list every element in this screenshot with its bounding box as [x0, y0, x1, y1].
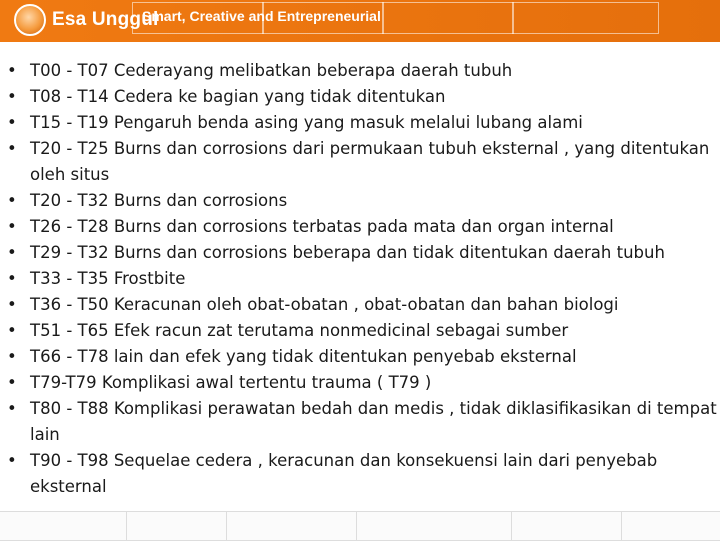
- list-item-text: T36 - T50 Keracunan oleh obat-obatan , obat-obatan dan bahan biologi: [30, 295, 619, 314]
- list-item-text: T79-T79 Komplikasi awal tertentu trauma ( T79 ): [30, 373, 432, 392]
- list-item: [0, 136, 720, 188]
- list-item-text: T90 - T98 Sequelae cedera , keracunan dan konsekuensi lain dari penyebab eksternal: [30, 451, 658, 496]
- header-frame: [382, 2, 514, 34]
- list-item: [0, 396, 720, 448]
- logo-emblem-icon: [14, 4, 46, 36]
- bullet-icon: •: [7, 139, 17, 158]
- logo: [14, 4, 159, 36]
- list-item: [0, 188, 720, 214]
- list-item-text: T00 - T07 Cederayang melibatkan beberapa daerah tubuh: [30, 61, 513, 80]
- header-bar: [0, 0, 720, 42]
- list-item: [0, 344, 720, 370]
- footer-frame: [126, 511, 228, 541]
- bullet-icon: •: [7, 269, 17, 288]
- footer-frame: [511, 511, 623, 541]
- list-item: [0, 214, 720, 240]
- list-item-text: T20 - T25 Burns dan corrosions dari permukaan tubuh eksternal , yang ditentukan oleh situs: [30, 139, 710, 184]
- list-item-text: T66 - T78 lain dan efek yang tidak ditentukan penyebab eksternal: [30, 347, 577, 366]
- bullet-icon: •: [7, 295, 17, 314]
- bullet-icon: •: [7, 113, 17, 132]
- header-frame: [512, 2, 659, 34]
- footer-frame: [621, 511, 720, 541]
- list-item: [0, 318, 720, 344]
- bullet-icon: •: [7, 191, 17, 210]
- bullet-icon: •: [7, 451, 17, 470]
- list-item-text: T33 - T35 Frostbite: [30, 269, 186, 288]
- list-item-text: T20 - T32 Burns dan corrosions: [30, 191, 288, 210]
- list-item: [0, 58, 720, 84]
- list-item: [0, 84, 720, 110]
- list-item-text: T26 - T28 Burns dan corrosions terbatas pada mata dan organ internal: [30, 217, 614, 236]
- list-item-text: T15 - T19 Pengaruh benda asing yang masuk melalui lubang alami: [30, 113, 583, 132]
- list-item: [0, 110, 720, 136]
- footer-frame: [0, 511, 128, 541]
- list-item-text: T08 - T14 Cedera ke bagian yang tidak ditentukan: [30, 87, 446, 106]
- list-item: [0, 292, 720, 318]
- footer-frame: [226, 511, 358, 541]
- bullet-icon: •: [7, 87, 17, 106]
- bullet-icon: •: [7, 243, 17, 262]
- slide-content: [0, 58, 720, 500]
- list-item-text: T80 - T88 Komplikasi perawatan bedah dan medis , tidak diklasifikasikan di tempat lain: [30, 399, 717, 444]
- bullet-icon: •: [7, 321, 17, 340]
- bullet-icon: •: [7, 399, 17, 418]
- footer-decoration: [0, 505, 720, 540]
- bullet-icon: •: [7, 217, 17, 236]
- footer-frame: [356, 511, 513, 541]
- list-item: [0, 448, 720, 500]
- header-tagline: Smart, Creative and Entrepreneurial: [142, 8, 381, 24]
- bullet-list: [0, 58, 720, 500]
- list-item-text: T29 - T32 Burns dan corrosions beberapa dan tidak ditentukan daerah tubuh: [30, 243, 665, 262]
- list-item: [0, 370, 720, 396]
- bullet-icon: •: [7, 61, 17, 80]
- list-item: [0, 266, 720, 292]
- list-item: [0, 240, 720, 266]
- logo-text: Esa Unggul: [52, 9, 159, 30]
- bullet-icon: •: [7, 373, 17, 392]
- list-item-text: T51 - T65 Efek racun zat terutama nonmedicinal sebagai sumber: [30, 321, 569, 340]
- bullet-icon: •: [7, 347, 17, 366]
